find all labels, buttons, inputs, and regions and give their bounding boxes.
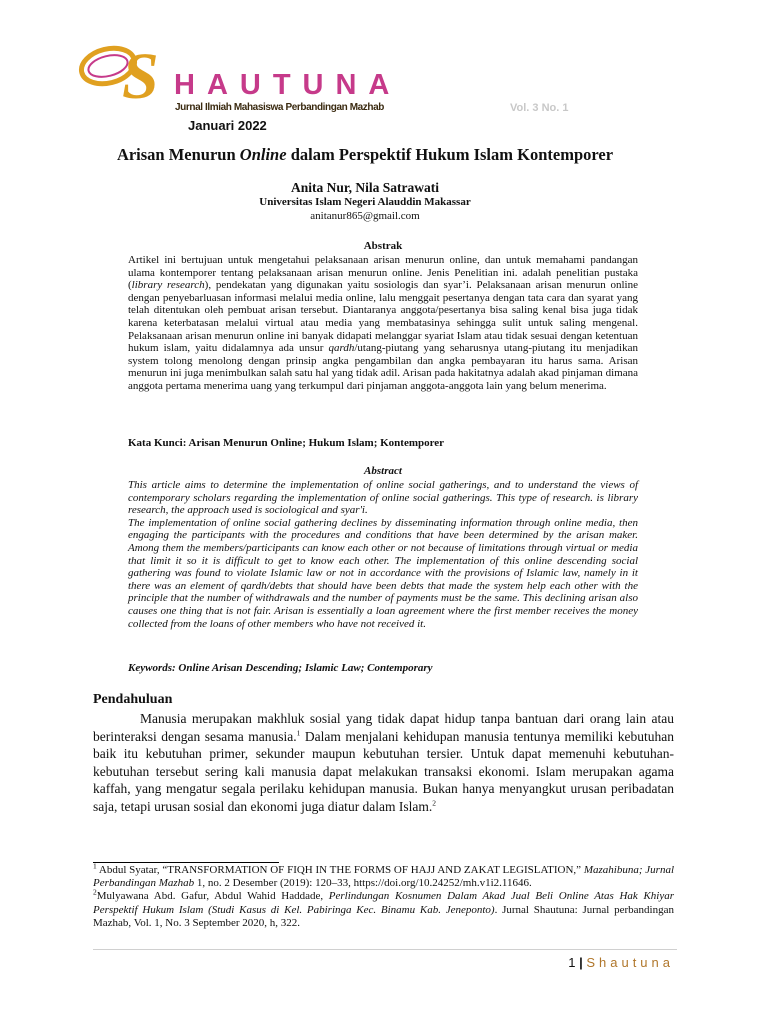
intro-body [93, 710, 674, 816]
footer-separator: | [579, 955, 583, 970]
abstract-paragraph: The implementation of online social gathering declines by disseminating information through online media, then engaging the participants with the procedures and conditions that have been determined by the arisan maker. Among them the members/participants can know each other or not because of limitations through virtual or media that limit it so it is difficult to get to know each other. The implementation of this online descending social gathering was found to violate Islamic law or not in accordance with the provisions of Islamic law, namely in it there was an element of qardh/debts that should have been debts that made the system help each other with the principle that the number of withdrawals and the number of payments must be the same. This declining arisan also causes one thing that is not fair. Arisan is essentially a loan agreement where the first member receives the money collected from the loans of other members who have not received it. [128, 516, 638, 630]
journal-name: HAUTUNA [174, 69, 402, 101]
footer-journal-name: Shautuna [586, 955, 674, 970]
abstract-keywords: Keywords: Online Arisan Descending; Islamic Law; Contemporary [128, 662, 433, 674]
footer-divider [93, 949, 677, 950]
abstract-body [128, 479, 638, 630]
shautuna-logo-icon [78, 36, 170, 104]
intro-paragraph: Manusia merupakan makhluk sosial yang tidak dapat hidup tanpa bantuan dari orang lain atau berinteraksi dengan sesama manusia.$^1$ Dalam menjalani kehidupan manusia tentunya memiliki kebutuhan baik itu kebutuhan primer, sekunder maupun kebutuhan tersier. Untuk dapat memenuhi kebutuhan-kebutuhan tersebut sering kali manusia dapat melakukan transaksi ekonomi. Islam merupakan agama kaffah, yang mengatur segala perilaku kehidupan manusia. Bukan hanya menyangkut urusan peribadatan saja, tetapi urusan sosial dan ekonomi juga diatur dalam Islam.$^2$ [93, 711, 674, 814]
footnote-ref[interactable]: 2 [432, 798, 437, 808]
article-authors: Anita Nur, Nila Satrawati [290, 180, 439, 195]
journal-masthead [78, 36, 698, 136]
issue-date: Januari 2022 [188, 118, 267, 133]
volume-label: Vol. 3 No. 1 [510, 102, 569, 114]
logo-letter: S [122, 40, 159, 104]
abstract-paragraph: This article aims to determine the implementation of online social gatherings, and to understand the views of contemporary scholars regarding the implementation of online social gatherings. This type of research. is library research, the approach used is sociological and syar'i. [128, 479, 638, 517]
journal-subtitle: Jurnal Ilmiah Mahasiswa Perbandingan Mazhab [175, 102, 384, 113]
footnote-2: $^2$Mulyawana Abd. Gafur, Abdul Wahid Haddade, Perlindungan Kosnumen Dalam Akad Jual Beli Online Atas Hak Khiyar Perspektif Hukum Islam (Studi Kasus di Kel. Pabiringa Kec. Binamu Kab. Jeneponto). Jurnal Shautuna: Jurnal perbandingan Mazhab, Vol. 1, No. 3 September 2020, h, 322. [93, 887, 675, 929]
footnote-1: $^1$ Abdul Syatar, “TRANSFORMATION OF FIQH IN THE FORMS OF HAJJ AND ZAKAT LEGISLATION,” Mazahibuna; Jurnal Perbandingan Mazhab 1, no. 2 Desember (2019): 120–33, https://doi.org/10.24252/mh.v1i2.11646. [93, 861, 674, 890]
footnotes [93, 861, 675, 930]
footnote-ref[interactable]: 1 [296, 728, 301, 738]
footnote-divider [93, 862, 279, 863]
page-footer [440, 955, 674, 970]
author-email: anitanur865@gmail.com [310, 210, 420, 222]
abstract-heading: Abstract [364, 465, 402, 477]
author-affiliation: Universitas Islam Negeri Alauddin Makassar [259, 196, 471, 208]
abstrak-body: Artikel ini bertujuan untuk mengetahui pelaksanaan arisan menurun online, dan untuk memahami pandangan ulama kontemporer tentang pelaksanaan arisan menurun online. Jenis Penelitian ini. adalah penelitian pustaka (library research), pendekatan yang digunakan yaitu sosiologis dan syar’i. Pelaksanaan arisan menurun online dengan penyebarluasan informasi melalui media online, lalu menggait pesertanya dengan tata cara dan syarat yang telah ditentukan oleh pembuat arisan tersebut. Diantaranya anggota/pesertanya bisa saling kenal bisa juga tidak karena keterbatasan melalui virtual atau media yang membatasinya sehingga sulit untuk saling mengenal. Pelaksanaan arisan menurun online ini banyak didapati melanggar syariat Islam atau tidak sesuai dengan ketentuan hukum islam, yaitu didalamnya ada unsur qardh/utang-piutang yang seharusnya utang-piutang itu menjadikan system tolong menolong dengan prinsip angka pengambilan dan angka pembayaran itu harus sama. Arisan menurun ini juga menimbulkan salah satu hal yang tidak adil. Arisan pada hakitatnya adalah akad pinjaman dimana anggota pertama menerima uang yang terkumpul dari pinjaman anggota-anggota lain yang belum menerima. [128, 254, 638, 392]
abstrak-heading: Abstrak [363, 240, 403, 252]
article-title: Arisan Menurun Online dalam Perspektif Hukum Islam Kontemporer [116, 145, 614, 164]
abstrak-keywords: Kata Kunci: Arisan Menurun Online; Hukum Islam; Kontemporer [128, 437, 445, 449]
section-heading-pendahuluan: Pendahuluan [93, 692, 173, 707]
page-number: 1 [568, 955, 576, 970]
